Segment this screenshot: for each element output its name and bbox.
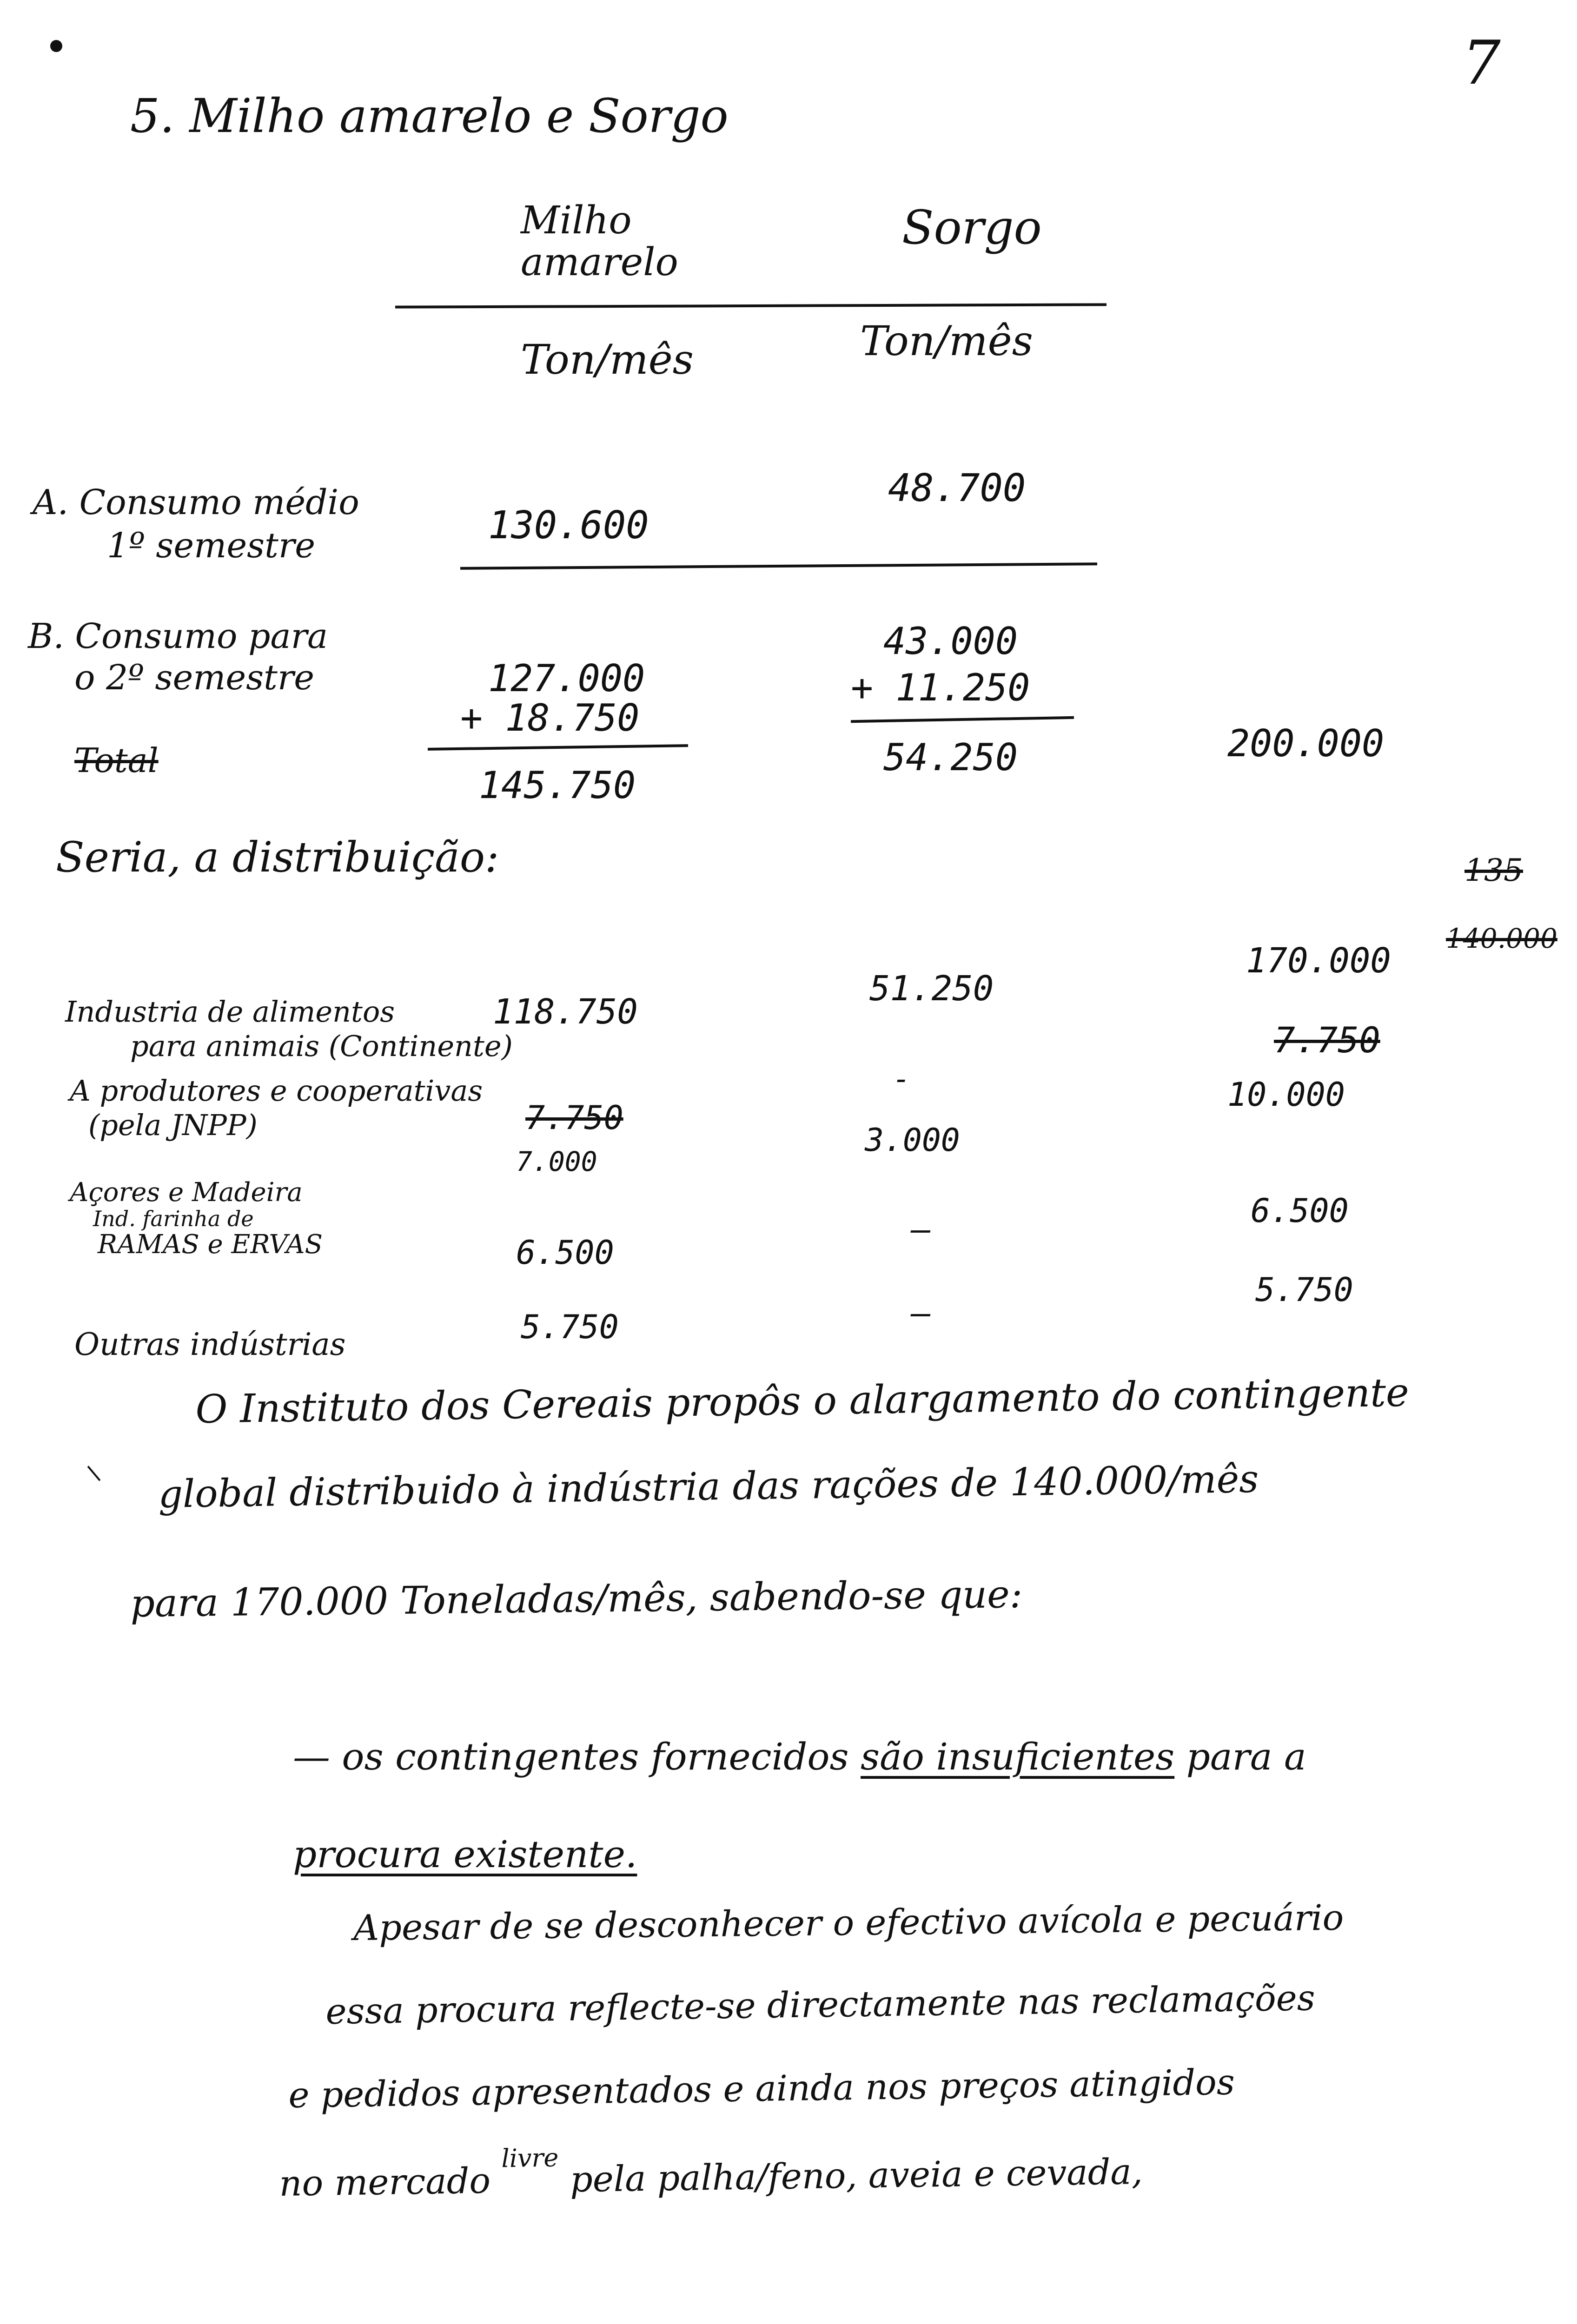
page-number: 7 xyxy=(1462,27,1501,98)
margin-struck-1: 135 xyxy=(1464,852,1523,888)
distribution-title: Seria, a distribuição: xyxy=(56,833,499,882)
distribution-row-1-label: Industria de alimentos para animais (Continente) xyxy=(65,995,513,1063)
closing-line-4: no mercado $^{livre}$ pela palha/feno, aveia e cevada, xyxy=(278,2143,1143,2204)
paragraph-line-1: O Instituto dos Cereais propôs o alargamento do contingente xyxy=(195,1369,1410,1432)
row-b-milho-sum-rule xyxy=(428,744,688,751)
milho-unit: Ton/mês xyxy=(521,336,694,383)
distribution-row-1-milho: 118.750 xyxy=(493,992,638,1032)
distribution-row-2-label: A produtores e cooperativas (pela JNPP) xyxy=(70,1074,483,1142)
row-b-milho-item-2: + 18.750 xyxy=(460,696,640,739)
distribution-row-2-total-alt: 10.000 xyxy=(1227,1076,1345,1114)
row-a-milho: 130.600 xyxy=(488,503,649,548)
row-b-sorgo-item-1: 43.000 xyxy=(883,620,1018,663)
distribution-row-4-label: Outras indústrias xyxy=(74,1327,346,1362)
distribution-row-3-sorgo: — xyxy=(911,1210,931,1248)
row-b-sorgo-total: 54.250 xyxy=(883,736,1018,779)
distribution-row-3-milho: 6.500 xyxy=(516,1234,614,1272)
distribution-row-3-total: 6.500 xyxy=(1251,1192,1349,1230)
distribution-row-3-label: Açores e Madeira Ind. farinha de RAMAS e ERVAS xyxy=(70,1177,323,1260)
closing-line-2: essa procura reflecte-se directamente nas reclamações xyxy=(325,1977,1316,2032)
row-b-sorgo-item-2: + 11.250 xyxy=(851,666,1030,709)
row-b-struck-label: Total xyxy=(74,741,159,780)
paragraph-line-3: para 170.000 Toneladas/mês, sabendo-se que: xyxy=(130,1572,1023,1626)
distribution-row-1-total: 170.000 xyxy=(1246,941,1391,981)
bullet-emphasis: são insuficientes xyxy=(861,1735,1175,1778)
row-b-grand-total: 200.000 xyxy=(1227,722,1385,765)
distribution-row-4-milho: 5.750 xyxy=(521,1308,619,1346)
paragraph-line-2: global distribuido à indústria das rações de 140.000/mês xyxy=(158,1457,1259,1517)
section-title: 5. Milho amarelo e Sorgo xyxy=(130,89,729,143)
header-rule xyxy=(395,303,1107,308)
closing-line-1: Apesar de se desconhecer o efectivo avícola e pecuário xyxy=(353,1896,1344,1948)
row-b-sorgo-sum-rule xyxy=(851,716,1074,723)
distribution-row-2-total: 7.750 xyxy=(1274,1019,1380,1061)
distribution-row-1-sorgo: 51.250 xyxy=(869,969,994,1009)
margin-tick xyxy=(87,1466,101,1481)
row-b-milho-total: 145.750 xyxy=(479,764,636,807)
bullet-line-2: procura existente. xyxy=(293,1833,637,1876)
row-b-milho-item-1: 127.000 xyxy=(488,657,645,700)
row-a-sorgo: 48.700 xyxy=(888,466,1026,510)
distribution-row-2-milho: 7.750 xyxy=(525,1099,623,1137)
row-a-label: A. Consumo médio 1º semestre xyxy=(33,482,359,566)
margin-struck-2: 140.000 xyxy=(1446,923,1557,954)
milho-header: Milho amarelo xyxy=(521,198,678,285)
distribution-row-4-sorgo: — xyxy=(911,1294,931,1332)
sorgo-unit: Ton/mês xyxy=(860,317,1033,365)
closing-line-3: e pedidos apresentados e ainda nos preços atingidos xyxy=(288,2061,1235,2116)
row-b-label: B. Consumo para o 2º semestre xyxy=(28,616,328,698)
sorgo-header: Sorgo xyxy=(902,200,1042,255)
closing-insert: livre xyxy=(501,2143,559,2173)
punch-hole-mark xyxy=(50,40,62,52)
distribution-row-4-total: 5.750 xyxy=(1255,1271,1353,1309)
distribution-row-2-sorgo: - xyxy=(893,1062,911,1096)
bullet-line-1: — os contingentes fornecidos são insuficientes para a xyxy=(293,1735,1306,1778)
distribution-row-2-milho-alt: 7.000 xyxy=(516,1146,597,1177)
row-a-rule xyxy=(460,562,1097,570)
distribution-row-2-sorgo-alt: 3.000 xyxy=(865,1122,960,1159)
